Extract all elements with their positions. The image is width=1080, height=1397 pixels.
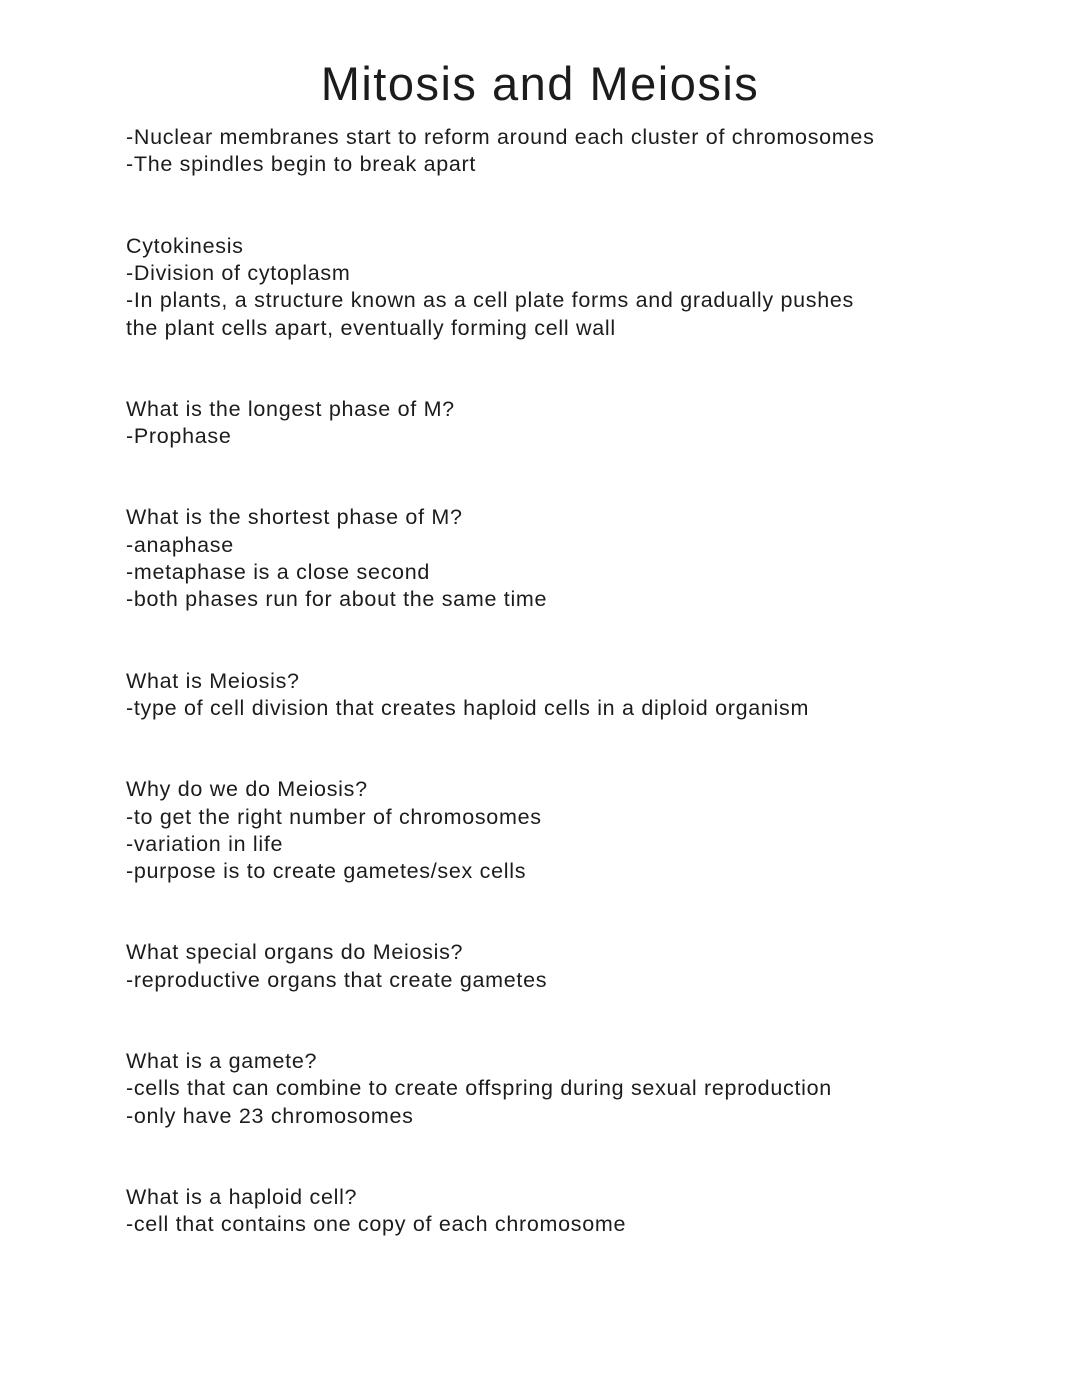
question-line: What is a gamete?	[126, 1048, 318, 1073]
qa-block	[126, 1184, 970, 1239]
qa-block	[126, 939, 970, 994]
answer-line: -The spindles begin to break apart	[126, 152, 477, 177]
answer-line: -type of cell division that creates haploid cells in a diploid organism	[126, 695, 810, 720]
question-line: What special organs do Meiosis?	[126, 940, 464, 965]
answer-line: -In plants, a structure known as a cell plate forms and gradually pushes	[126, 288, 855, 313]
answer-line: -variation in life	[126, 831, 284, 856]
qa-block	[126, 396, 970, 451]
question-line: What is the shortest phase of M?	[126, 505, 463, 530]
answer-line: -both phases run for about the same time	[126, 587, 548, 612]
answer-line: -Prophase	[126, 424, 232, 449]
qa-block	[126, 668, 970, 723]
answer-line: -to get the right number of chromosomes	[126, 804, 542, 829]
question-line: What is a haploid cell?	[126, 1184, 358, 1209]
answer-line: -purpose is to create gametes/sex cells	[126, 859, 527, 884]
qa-block	[126, 124, 970, 179]
answer-line: -Nuclear membranes start to reform around each cluster of chromosomes	[126, 125, 875, 150]
qa-block	[126, 776, 970, 885]
qa-block	[126, 233, 970, 342]
question-line: Cytokinesis	[126, 233, 244, 258]
answer-line: -only have 23 chromosomes	[126, 1103, 414, 1128]
answer-line: -metaphase is a close second	[126, 560, 431, 585]
document-title: Mitosis and Meiosis	[320, 57, 760, 110]
answer-line: -anaphase	[126, 532, 234, 557]
question-line: the plant cells apart, eventually forming cell wall	[126, 315, 616, 340]
question-line: What is Meiosis?	[126, 668, 300, 693]
question-line: What is the longest phase of M?	[126, 396, 455, 421]
answer-line: -reproductive organs that create gametes	[126, 967, 548, 992]
qa-block	[126, 504, 970, 613]
answer-line: -cell that contains one copy of each chromosome	[126, 1212, 627, 1237]
qa-block	[126, 1048, 970, 1130]
question-line: Why do we do Meiosis?	[126, 777, 368, 802]
document-body	[126, 124, 970, 1238]
answer-line: -Division of cytoplasm	[126, 260, 351, 285]
answer-line: -cells that can combine to create offspring during sexual reproduction	[126, 1076, 832, 1101]
